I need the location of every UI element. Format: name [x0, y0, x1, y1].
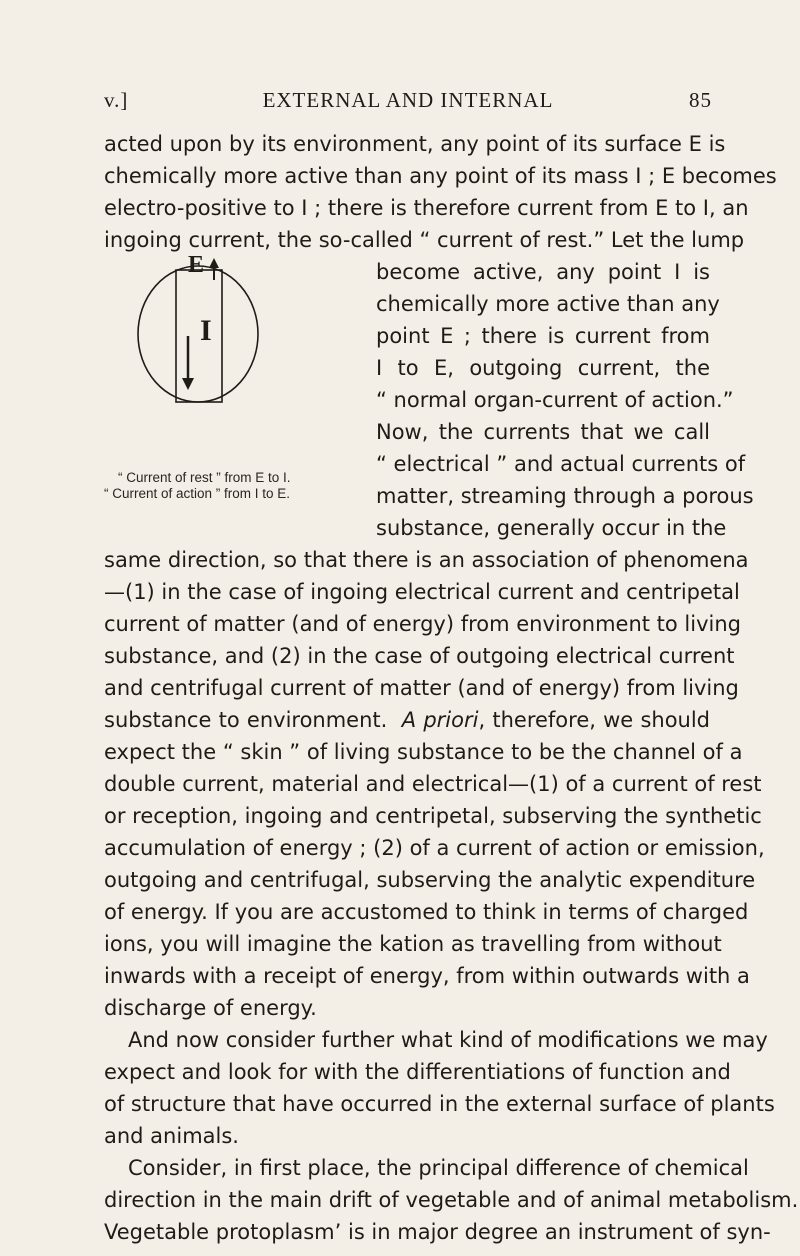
text-line: inwards with a receipt of energy, from within outwards with a: [104, 964, 750, 988]
text-line: same direction, so that there is an association of phenomena: [104, 548, 749, 572]
text-line: —(1) in the case of ingoing electrical current and centripetal: [104, 580, 740, 604]
text-line: “ electrical ” and actual currents of: [376, 452, 746, 476]
text-line: point E ; there is current from: [376, 324, 710, 348]
text-line: double current, material and electrical—(1) of a current of rest: [104, 772, 762, 796]
text-line: ingoing current, the so-called “ current of rest.” Let the lump: [104, 228, 745, 252]
text-line: accumulation of energy ; (2) of a current of action or emission,: [104, 836, 765, 860]
text-line: and animals.: [104, 1124, 239, 1148]
text-line: substance, and (2) in the case of outgoing electrical current: [104, 644, 735, 668]
running-header: [104, 88, 712, 116]
outer-surface-outline: [138, 266, 258, 402]
rest-arrow-head: [209, 258, 219, 268]
text-line-a-priori: [104, 704, 710, 736]
text-line: ions, you will imagine the kation as travelling from without: [104, 932, 722, 956]
text-line: expect and look for with the differentiations of function and: [104, 1060, 731, 1084]
text-line: and centrifugal current of matter (and of energy) from living: [104, 676, 739, 700]
text-line: discharge of energy.: [104, 996, 317, 1020]
text-line: matter, streaming through a porous: [376, 484, 754, 508]
figure-caption-action: “ Current of action ” from I to E.: [104, 486, 291, 501]
text-line: acted upon by its environment, any point of its surface E is: [104, 132, 726, 156]
text-line: chemically more active than any: [376, 292, 720, 316]
text-line: of energy. If you are accustomed to think in terms of charged: [104, 900, 749, 924]
text-line: expect the “ skin ” of living substance to be the channel of a: [104, 740, 743, 764]
text-line: Now, the currents that we call: [376, 420, 710, 444]
inner-mass-outline: [176, 270, 222, 402]
text-line: current of matter (and of energy) from environment to living: [104, 612, 741, 636]
text-line: substance, generally occur in the: [376, 516, 727, 540]
text-line: direction in the main drift of vegetable and of animal metabolism.: [104, 1188, 799, 1212]
text-segment: , therefore, we should: [478, 708, 711, 732]
text-line: “ normal organ-current of action.”: [376, 388, 734, 412]
text-line: become active, any point I is: [376, 260, 710, 284]
text-line: Consider, in first place, the principal difference of chemical: [128, 1156, 749, 1180]
text-line: And now consider further what kind of modifications we may: [128, 1028, 768, 1052]
running-title: EXTERNAL AND INTERNAL: [262, 88, 554, 112]
figure-label-i: I: [200, 314, 212, 347]
text-line: outgoing and centrifugal, subserving the analytic expenditure: [104, 868, 756, 892]
text-line: of structure that have occurred in the external surface of plants: [104, 1092, 775, 1116]
text-line: Vegetable protoplasm’ is in major degree an instrument of syn-: [104, 1220, 771, 1244]
chapter-number: v.]: [104, 88, 129, 112]
figure-caption-rest: “ Current of rest ” from E to I.: [118, 470, 291, 485]
text-segment: substance to environment.: [104, 708, 388, 732]
text-line: chemically more active than any point of its mass I ; E becomes: [104, 164, 777, 188]
italic-phrase: A priori: [401, 708, 479, 732]
figure-label-e: E: [188, 252, 205, 278]
page-number: 85: [689, 88, 712, 112]
current-diagram: [132, 252, 272, 411]
text-line: I to E, outgoing current, the: [376, 356, 710, 380]
text-line: or reception, ingoing and centripetal, subserving the synthetic: [104, 804, 762, 828]
text-line: electro-positive to I ; there is therefore current from E to I, an: [104, 196, 749, 220]
action-arrow-head: [182, 378, 194, 390]
